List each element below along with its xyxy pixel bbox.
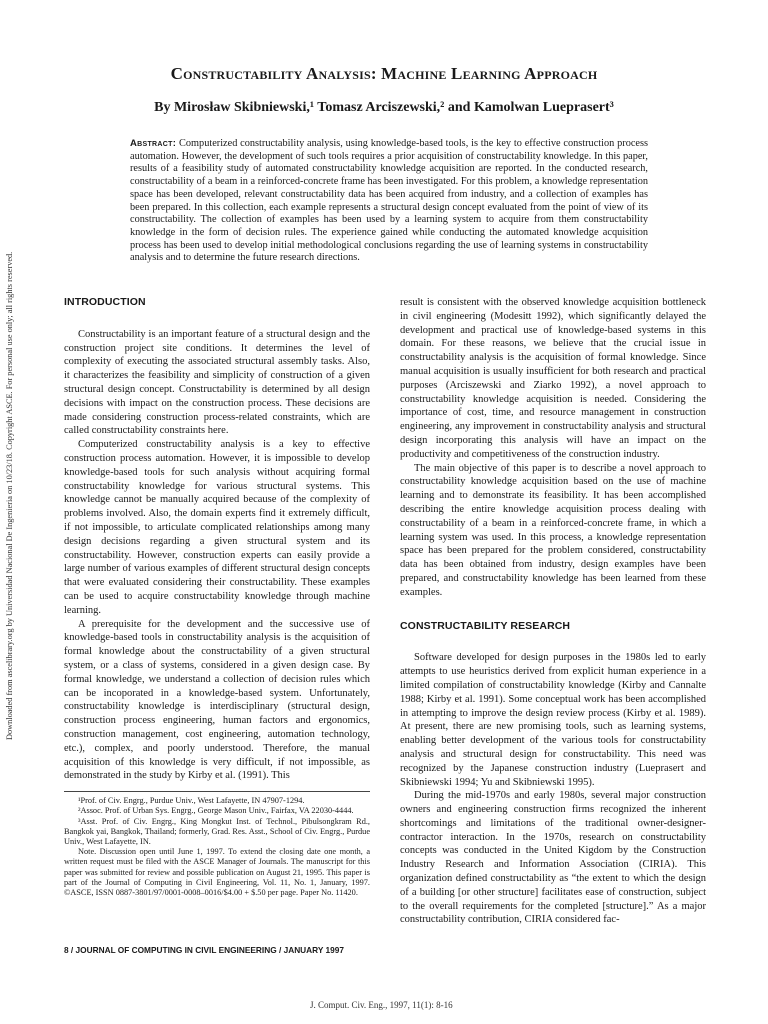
footnote-note: Note. Discussion open until June 1, 1997. To extend the closing date one month, a written request must be filed with the ASCE Manager of Journals. The manuscript for this paper was submitted for review and possible publication on August 21, 1995. This paper is part of the Journal of Computing in Civil Engineering, Vol. 11, No. 1, January, 1997. ©ASCE, ISSN 0887-3801/97/0001-0008–0016/$4.00 + $.50 per page. Paper No. 11420. — [64, 847, 370, 897]
abstract-text: Computerized constructability analysis, using knowledge-based tools, is the key to effective construction process automation. However, the development of such tools requires a prior acquisition of constructability knowledge. In this paper, results of a feasibility study of automated constructability knowledge acquisition are reported. In the conducted research, constructability of a beam in a reinforced-concrete frame has been investigated. For this problem, a knowledge representation space has been developed, relevant constructability data has been acquired from industry, and a collection of examples has been prepared. In this collection, each example represents a structural design concept evaluated from the point of view of its constructability. The collection of examples has been used by a learning system to acquire from them constructability knowledge in the form of decision rules. The experience gained while conducting the automated knowledge acquisition process has been used to develop initial methodological conclusions regarding the use of learning systems in constructability analysis and to determine the future research directions. — [130, 138, 649, 264]
abstract-label: Abstract: — [130, 138, 177, 149]
intro-continuation: result is consistent with the observed knowledge acquisition bottleneck in civil engineering (Modesitt 1992), which significantly delayed the development and practical use of knowledge-based systems in this domain. For these reasons, we believe that the crucial issue in constructability analysis is the acquisition of formal knowledge. Since manual acquisition is usually insufficient for both research and practical purposes (Arciszewski and Ziarko 1992), a novel approach to constructability knowledge acquisition is needed. Considering the importance of cost, time, and resource management in construction engineering, any improvement in constructability analysis and structural design incorporating this analysis will have an impact on the productivity and competitiveness of the construction industry. — [400, 297, 706, 460]
section-heading-constructability-research: CONSTRUCTABILITY RESEARCH — [400, 619, 571, 632]
abstract — [130, 138, 648, 265]
left-column — [64, 296, 370, 898]
footnote-1: ¹Prof. of Civ. Engrg., Purdue Univ., West Lafayette, IN 47907-1294. — [78, 796, 305, 806]
author-line: By Mirosław Skibniewski,¹ Tomasz Arciszewski,² and Kamolwan Lueprasert³ — [154, 100, 614, 115]
intro-paragraph-2: Computerized constructability analysis is a key to effective construction process automation. However, it is impossible to develop knowledge-based tools for such analysis without acquiring formal constructability knowledge for various structural systems. This knowledge cannot be manually acquired because of the complexity of problems involved. Also, the domain experts find it extremely difficult, if not impossible, to articulate complicated relationships among many design decisions regarding a given structural system and its constructability. However, construction experts can easily provide a large number of various examples of different structural design concepts that were evaluated considering their constructability. These examples can be used to acquire constructability knowledge through machine learning. — [64, 439, 370, 616]
intro-paragraph-1: Constructability is an important feature of a structural design and the construction project site conditions. It determines the level of complexity of executing the associated structural assembly tasks. Also, it characterizes the feasibility and simplicity of construction of a given structural design concept. Constructability is determined by all design decisions with impact on the construction process. These decisions are made considering construction process-related constraints, which are called constructability constraints here. — [64, 328, 370, 437]
footnote-3: ³Asst. Prof. of Civ. Engrg., King Mongkut Inst. of Technol., Pibulsongkram Rd., Bangkok yai, Bangkok, Thailand; formerly, Grad. Res. Asst., School of Civ. Engrg., Purdue Univ., West Lafayette, IN. — [64, 816, 370, 846]
section-heading-introduction: INTRODUCTION — [64, 296, 146, 308]
running-footer: 8 / JOURNAL OF COMPUTING IN CIVIL ENGINEERING / JANUARY 1997 — [64, 945, 344, 955]
citation-line: J. Comput. Civ. Eng., 1997, 11(1): 8-16 — [310, 1000, 453, 1010]
footnotes — [64, 791, 370, 898]
right-column — [400, 296, 706, 927]
research-paragraph-1: Software developed for design purposes in the 1980s led to early attempts to use heuristics derived from explicit human experience in a limited compilation of constructability knowledge (Kirby and Cannalte 1988; Kirby et al. 1991). Some conceptual work has been accomplished in attempting to improve the design review process (Kirby et al. 1989). At present, there are new promising tools, such as learning systems, enabling better development of the various tools for constructability analysis and structural design for constructability. This need was recognized by the Japanese construction industry (Lueprasert and Skibniewski 1994; Yu and Skibniewski 1995). — [400, 652, 706, 788]
research-paragraph-2: During the mid-1970s and early 1980s, several major construction owners and engineering construction firms recognized the inherent shortcomings and limitations of the traditional owner-designer-contractor interaction. In the 1970s, research on constructability concepts was conducted in the United Kigdom by the Construction Industry Research and Information Association (CIRIA). This organization defined constructability as “the extent to which the design of a building [or other structure] facilitates ease of construction, subject to the overall requirements for the completed [structure].” As a major constructability contribution, CIRIA considered fac- — [400, 790, 706, 926]
download-notice: Downloaded from ascelibrary.org by Universidad Nacional De Ingenieria on 10/23/18. Copyright ASCE. For personal use only; all rights reserved. — [5, 251, 14, 740]
footnote-2: ²Assoc. Prof. of Urban Sys. Engrg., George Mason Univ., Fairfax, VA 22030-4444. — [78, 806, 354, 816]
intro-paragraph-3: A prerequisite for the development and the successive use of knowledge-based tools in constructability analysis is the acquisition of formal knowledge about the constructability of a given structural system, or a class of systems, considered in a given design case. By formal knowledge, we understand a collection of decision rules which can be incoporated in a knowledge-based system. Unfortunately, constructability knowledge is interdisciplinary (structural design, construction process engineering, human factors and ergonomics, construction management, cost engineering, automation technology, etc.), complex, and poorly understood. Therefore, the manual acquisition of this knowledge is very difficult, if not impossible, as demonstrated in the study by Kirby et al. (1991). This — [64, 618, 370, 782]
paper-title: Constructability Analysis: Machine Learning Approach — [170, 64, 598, 83]
objective-paragraph: The main objective of this paper is to describe a novel approach to constructability knowledge acquisition based on the use of machine learning and to demonstrate its feasibility. It has been accomplished describing the entire knowledge acquisition process dealing with constructability of a beam in a reinforced-concrete frame, in which a learning system was used. In this process, a knowledge representation space has been prepared for the problem considered, constructability data has been obtained from industry, design examples have been prepared, and constructability knowledge has been learned from these examples. — [400, 462, 706, 598]
